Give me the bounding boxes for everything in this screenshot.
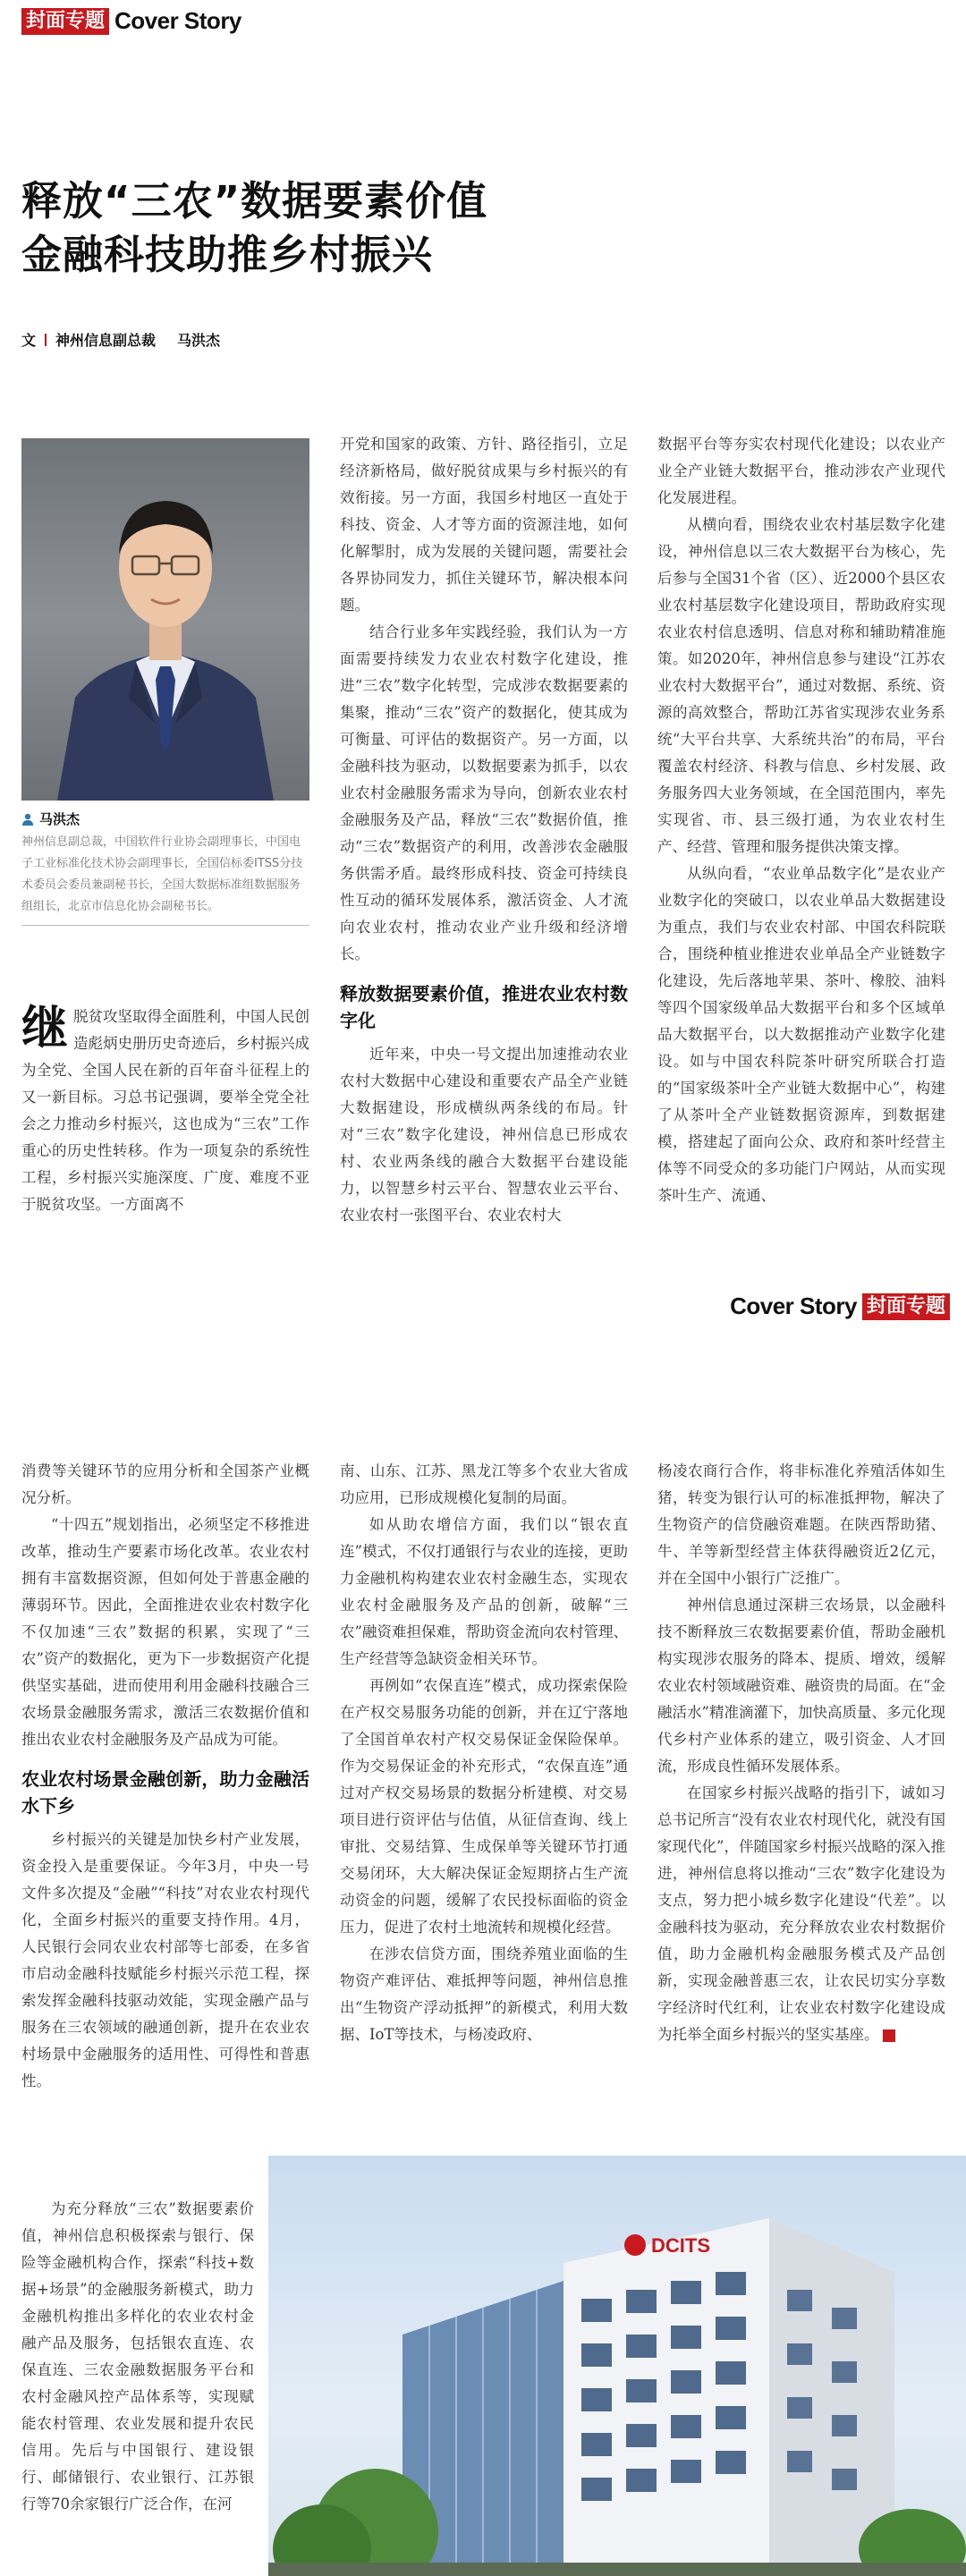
byline-role: 神州信息副总裁 — [55, 332, 157, 349]
p1-col3-p2: 从横向看，围绕农业农村基层数字化建设，神州信息以三农大数据平台为核心，先后参与全国31个省（区）、近2000个县区农业农村基层数字化建设项目，帮助政府实现农业农村信息透明、信息对称和辅助精准施策。如2020年，神州信息参与建设“江苏农业农村大数据平台”，通过对数据、系统、资源的高效整合，帮助江苏省实现涉农业务系统“大平台共享、大系统共治”的布局，平台覆盖农村经济、科教与信息、乡村发展、政务服务四大业务领域，在全国范围内，率先实现省、市、县三级打通，为农业农村生产、经营、管理和服务提供决策支撑。 — [657, 516, 945, 855]
p2-col1-p3: 乡村振兴的关键是加快乡村产业发展，资金投入是重要保证。今年3月，中央一号文件多次提及“金融”“科技”对农业农村现代化，全面乡村振兴的重要支持作用。4月，人民银行会同农业农村部等七部委，在多省市启动金融科技赋能乡村振兴示范工程，探索发挥金融科技驱动效能，实现金融产品与服务在三农领域的融通创新，提升在农业农村场景中金融服务的适用性、可得性和普惠性。 — [21, 1831, 309, 2089]
building-illustration — [268, 2156, 966, 2576]
byline — [21, 329, 220, 350]
p1-col2-p2: 结合行业多年实践经验，我们认为一方面需要持续发力农业农村数字化建设，推进“三农”数字化转型，完成涉农数据要素的集聚，推动“三农”资产的数据化，使其成为可衡量、可评估的数据资产。另一方面，以金融科技为驱动，以数据要素为抓手，以农业农村金融服务需求为导向，创新农业农村金融服务及产品，释放“三农”数据价值，推动“三农”数据资产的利用，改善涉农金融服务供需矛盾。最终形成科技、资金可持续良性互动的循环发展体系，激活资金、人才流向农业农村，推动农业产业升级和经济增长。 — [340, 623, 628, 962]
p2-col2-p1: 南、山东、江苏、黑龙江等多个农业大省成功应用，已形成规模化复制的局面。 — [340, 1462, 628, 1506]
byline-separator — [45, 334, 47, 346]
p2-col1-p2: “十四五”规划指出，必须坚定不移推进改革，推动生产要素市场化改革。农业农村拥有丰富数据资源，但如何处于普惠金融的薄弱环节。因此，全面推进农业农村数字化不仅加速“三农”数据的积累，实现了“三农”资产的数据化，更为下一步数据资产化提供坚实基础，进而使用利用金融科技融合三农场景金融服务需求，激活三农数据价值和推出农业农村金融服务及产品成为可能。 — [21, 1516, 309, 1748]
author-portrait — [21, 438, 309, 801]
p1-col1-text: 脱贫攻坚取得全面胜利，中国人民创造彪炳史册历史奇迹后，乡村振兴成为全党、全国人民在新的百年奋斗征程上的又一新目标。习总书记强调，要举全党全社会之力推动乡村振兴，这也成为“三农”工作重心的历史性转移。作为一项复杂的系统性工程，乡村振兴实施深度、广度、难度不亚于脱贫攻坚。一方面离不 — [21, 1008, 310, 1213]
page-header-top — [21, 7, 242, 35]
p1-column-3 — [657, 431, 945, 1209]
title-line-2: 金融科技助推乡村振兴 — [21, 231, 434, 278]
byline-author: 马洪杰 — [177, 332, 221, 349]
article-title — [21, 174, 826, 282]
building-photo — [268, 2156, 966, 2576]
person-icon — [21, 813, 34, 826]
p1-col3-p1: 数据平台等夯实农村现代化建设；以农业产业全产业链大数据平台，推动涉农产业现代化发展进程。 — [657, 436, 945, 506]
title-line-1: 释放“三农”数据要素价值 — [21, 177, 488, 225]
p2-col1-p1: 消费等关键环节的应用分析和全国茶产业概况分析。 — [21, 1462, 309, 1506]
caption-rule — [21, 925, 309, 926]
portrait-caption — [21, 809, 309, 926]
p2-column-3 — [657, 1458, 945, 2048]
caption-bio: 神州信息副总裁，中国软件行业协会副理事长，中国电子工业标准化技术协会副理事长，全国信标委ITSS分技术委员会委员兼副秘书长，全国大数据标准组数据服务组组长，北京市信息化协会副秘书长。 — [21, 835, 303, 913]
section-tag-en: Cover Story — [114, 7, 242, 34]
end-mark-icon — [883, 2029, 895, 2042]
p1-col3-p3: 从纵向看，“农业单品数字化”是农业产业数字化的突破口，以农业单品大数据建设为重点，我们与农业农村部、中国农科院联合，围绕种植业推进农业单品全产业链数字化建设，先后落地苹果、茶叶、橡胶、油料等四个国家级单品大数据平台和多个区域单品大数据平台，以大数据推动产业数字化建设。如与中国农科院茶叶研究所联合打造的“国家级茶叶全产业链大数据中心”，构建了从茶叶全产业链数据资源库，到数据建模，搭建起了面向公众、政府和茶叶经营主体等不同受众的多功能门户网站，从而实现茶叶生产、流通、 — [657, 865, 945, 1204]
p1-col2-heading: 释放数据要素价值，推进农业农村数字化 — [340, 983, 628, 1031]
caption-name: 马洪杰 — [39, 811, 80, 827]
p2-col3-p1: 杨凌农商行合作，将非标准化养殖活体如生猪，转变为银行认可的标准抵押物，解决了生物资产的信贷融资难题。在陕西帮助猪、牛、羊等新型经营主体获得融资近2亿元，并在全国中小银行广泛推广。 — [657, 1462, 945, 1587]
p1-column-1 — [21, 1001, 310, 1218]
p2-col2-p4: 在涉农信贷方面，围绕养殖业面临的生物资产难评估、难抵押等问题，神州信息推出“生物资产浮动抵押”的新模式，利用大数据、IoT等技术，与杨凌政府、 — [340, 1945, 628, 2043]
page-header-bottom — [730, 1292, 950, 1320]
p2-column-1b — [21, 2196, 254, 2518]
p2-col1-heading: 农业农村场景金融创新，助力金融活水下乡 — [21, 1768, 309, 1817]
p2-column-1 — [21, 1458, 309, 2095]
p2-col3-p2: 神州信息通过深耕三农场景，以金融科技不断释放三农数据要素价值，帮助金融机构实现涉农服务的降本、提质、增效，缓解农业农村领域融资难、融资贵的局面。在“金融活水”精准滴灌下，加快高质量、多元化现代乡村产业体系的建立，吸引资金、人才回流，形成良性循环发展体系。 — [657, 1597, 945, 1775]
p2-col2-p3: 再例如“农保直连”模式，成功探索保险在产权交易服务功能的创新，并在辽宁落地了全国首单农村产权交易保证金保险保单。作为交易保证金的补充形式，“农保直连”通过对产权交易场景的数据分析建模、对交易项目进行资评估与估值，从征信查询、线上审批、交易结算、生成保单等关键环节打通交易闭环，大大解决保证金短期挤占生产流动资金的问题，缓解了农民投标面临的资金压力，促进了农村土地流转和规模化经营。 — [340, 1677, 628, 1936]
p1-col2-p3: 近年来，中央一号文提出加速推动农业农村大数据中心建设和重要农产品全产业链大数据建设，形成横纵两条线的布局。针对“三农”数字化建设，神州信息已形成农村、农业两条线的融合大数据平台建设能力，以智慧乡村云平台、智慧农业云平台、农业农村一张图平台、农业农村大 — [340, 1046, 628, 1224]
section-tag-cn-2: 封面专题 — [862, 1293, 950, 1320]
byline-prefix: 文 — [21, 332, 37, 349]
section-tag-cn: 封面专题 — [21, 8, 109, 35]
caption-name-row — [21, 809, 309, 828]
portrait-illustration — [21, 438, 309, 801]
building-logo: DCITS — [651, 2234, 710, 2257]
section-tag-en-2: Cover Story — [730, 1292, 857, 1319]
p2-col3-p3: 在国家乡村振兴战略的指引下，诚如习总书记所言“没有农业农村现代化，就没有国家现代化”，伴随国家乡村振兴战略的深入推进，神州信息将以推动“三农”数字化建设为支点，努力把小城乡数字化建设“代差”。以金融科技为驱动，充分释放农业农村数据价值，助力金融机构金融服务模式及产品创新，实现金融普惠三农，让农民切实分享数字经济时代红利，让农业农村数字化建设成为托举全面乡村振兴的坚实基座。 — [657, 1784, 945, 2043]
p1-col2-p1: 开党和国家的政策、方针、路径指引，立足经济新格局，做好脱贫成果与乡村振兴的有效衔接。另一方面，我国乡村地区一直处于科技、资金、人才等方面的资源洼地，如何化解掣肘，成为发展的关键问题，需要社会各界协同发力，抓住关键环节，解决根本问题。 — [340, 436, 628, 614]
p2-col1-p4: 为充分释放“三农”数据要素价值，神州信息积极探索与银行、保险等金融机构合作，探索“科技+数据+场景”的金融服务新模式，助力金融机构推出多样化的农业农村金融产品及服务，包括银农直连、农保直连、三农金融数据服务平台和农村金融风控产品体系等，实现赋能农村管理、农业发展和提升农民信用。先后与中国银行、建设银行、邮储银行、农业银行、江苏银行等70余家银行广泛合作，在河 — [21, 2200, 254, 2512]
p2-column-2 — [340, 1458, 628, 2048]
p2-col2-p2: 如从助农增信方面，我们以“银农直连”模式，不仅打通银行与农业的连接，更助力金融机构构建农业农村金融生态，实现农业农村金融服务及产品的创新，破解“三农”融资难担保难，帮助资金流向农村管理、生产经营等急缺资金相关环节。 — [340, 1516, 628, 1667]
drop-cap: 继 — [21, 1001, 69, 1055]
p1-column-2 — [340, 431, 628, 1229]
